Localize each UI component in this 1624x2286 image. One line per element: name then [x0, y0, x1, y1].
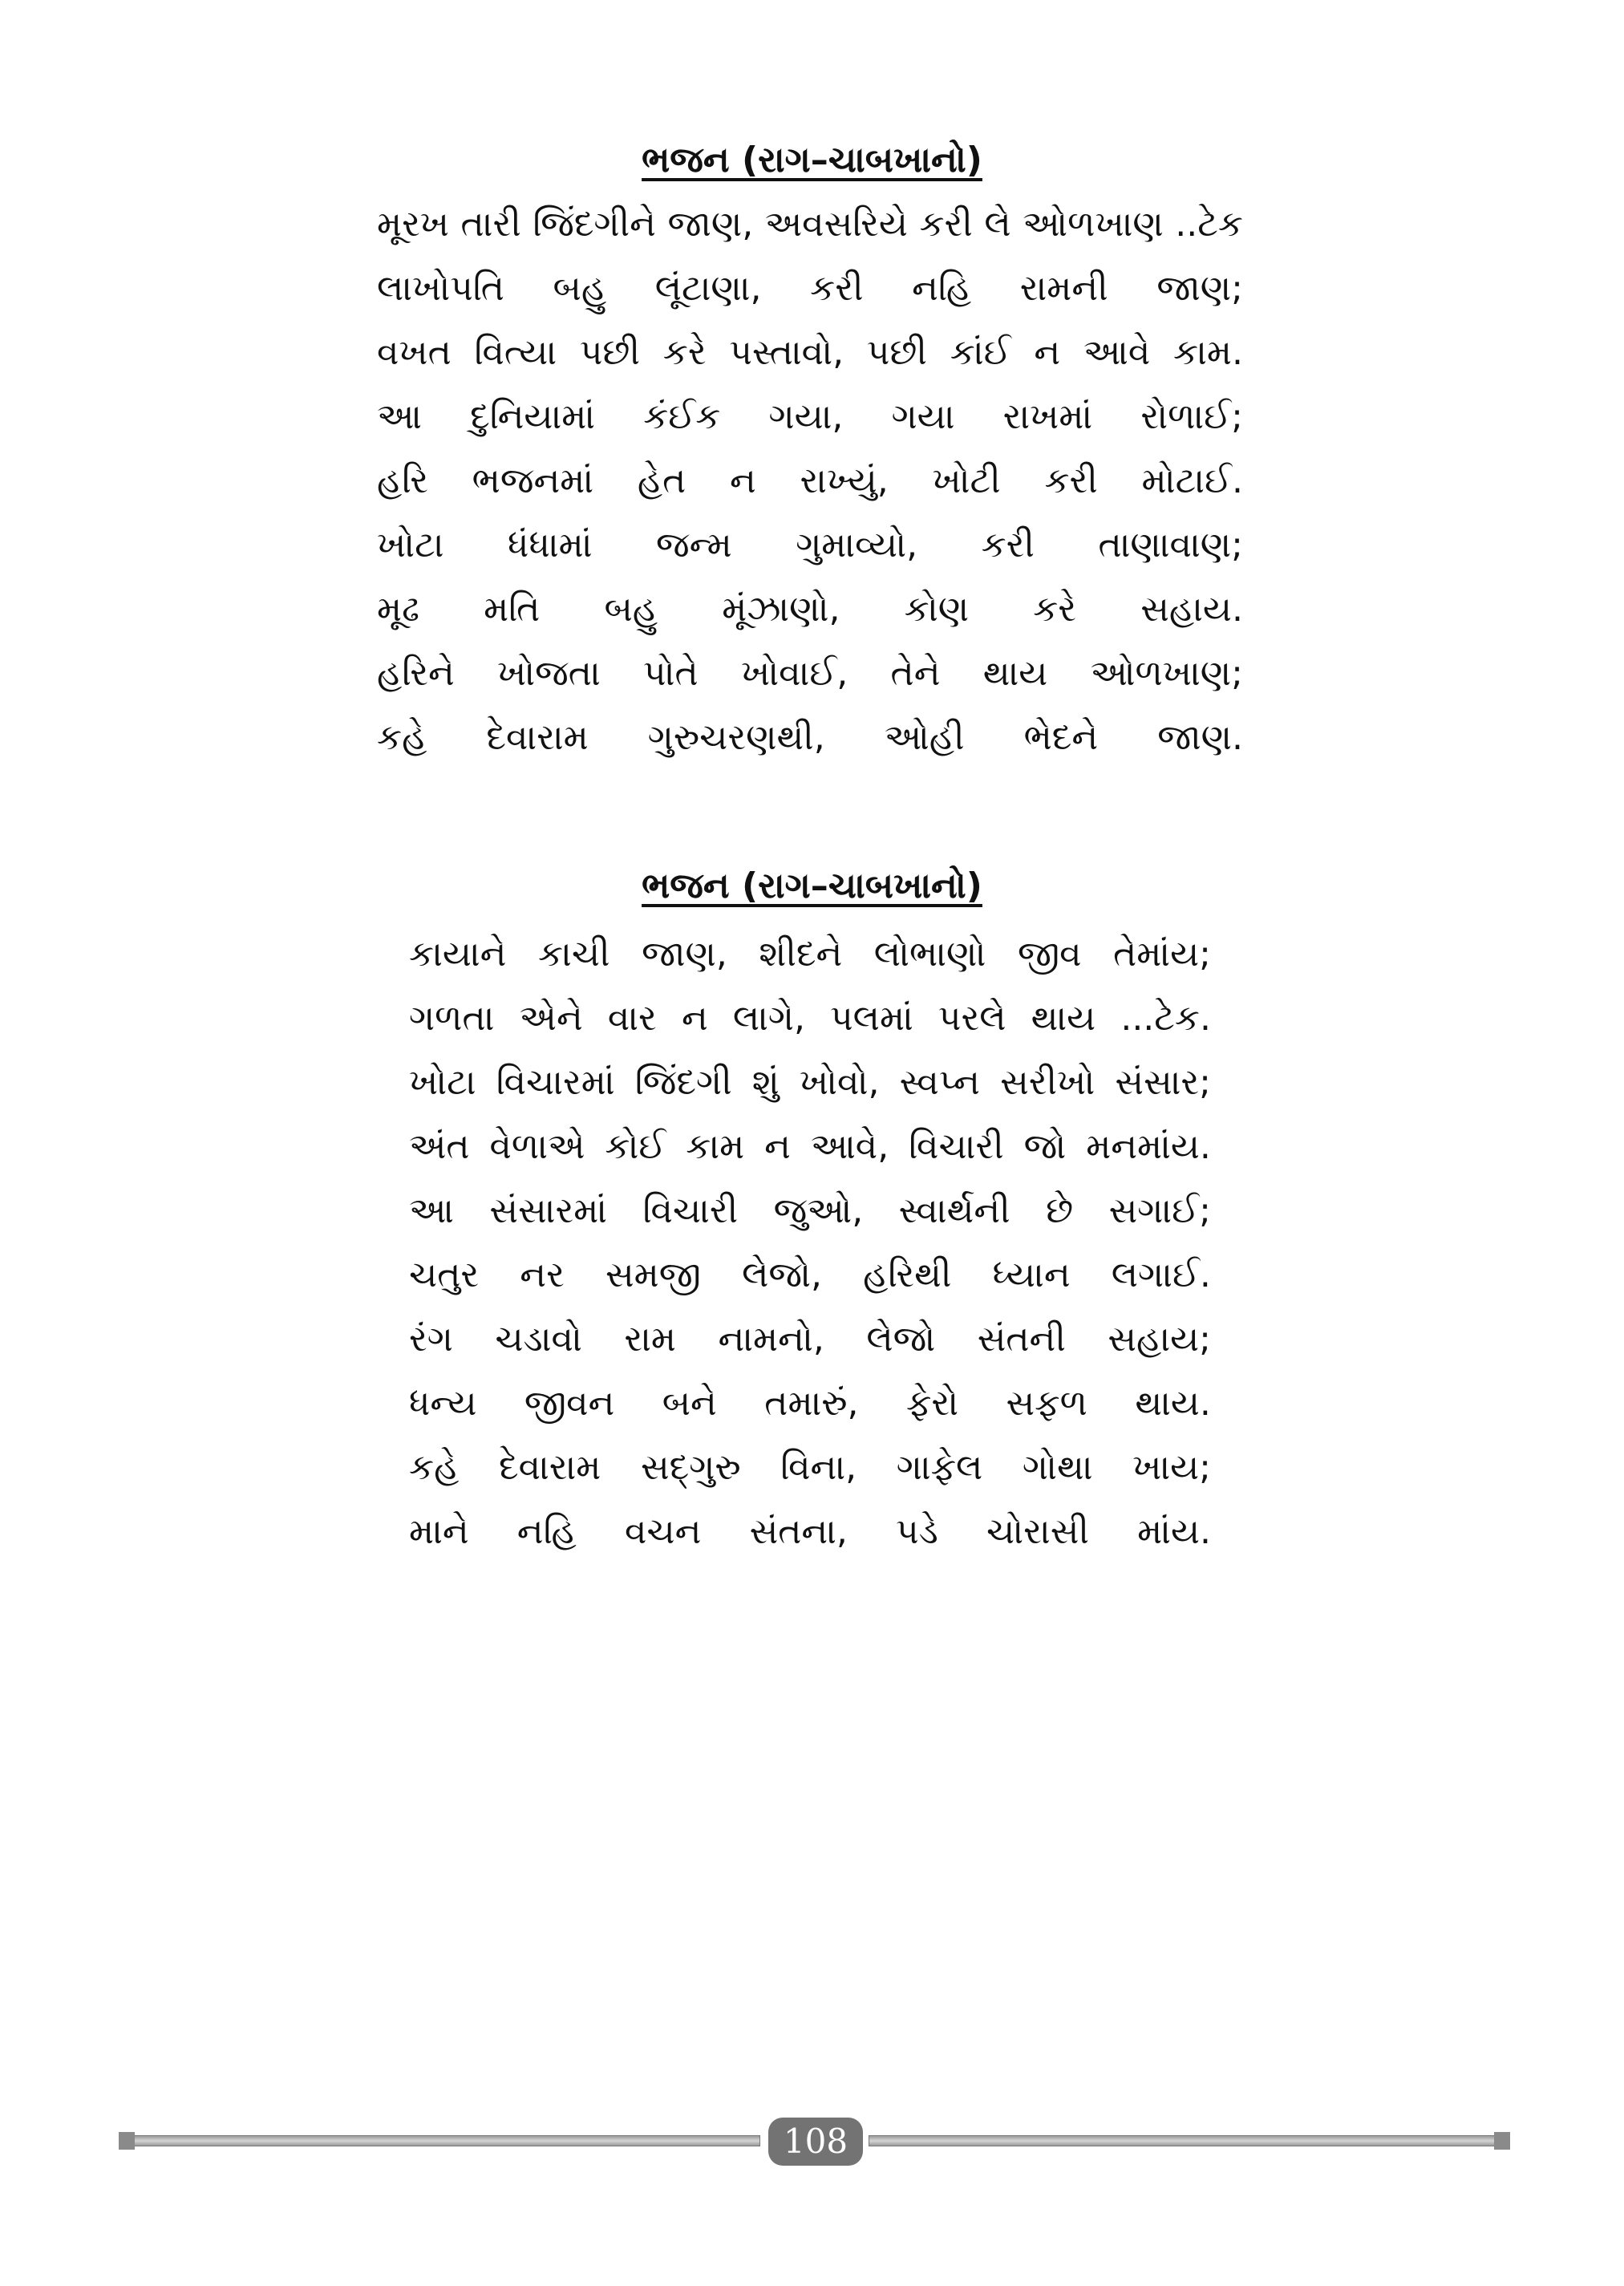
poem-2-title: ભજન (રાગ–ચાબખાનો)	[642, 865, 982, 906]
poem-2-line-9: કહે દેવારામ સદ્‌ગુરુ વિના, ગાફેલ ગોથા ખાય;	[409, 1447, 1211, 1488]
poem-1-line-7: મૂઢ મતિ બહુ મૂંઝાણો, કોણ કરે સહાય.	[377, 589, 1243, 630]
page-number: 108	[768, 2118, 863, 2166]
poem-2-line-5: આ સંસારમાં વિચારી જુઓ, સ્વાર્થની છે સગાઈ;	[409, 1190, 1211, 1231]
footer-rule-left	[119, 2135, 760, 2146]
poem-1-line-6: ખોટા ધંધામાં જન્મ ગુમાવ્યો, કરી તાણાવાણ;	[377, 525, 1243, 565]
footer-rule-cap-right	[1494, 2132, 1510, 2150]
poem-2-line-4: અંત વેળાએ કોઈ કામ ન આવે, વિચારી જો મનમાંય.	[409, 1126, 1211, 1167]
poem-1-line-1: મૂરખ તારી જિંદગીને જાણ, અવસરિયે કરી લે ઓળખાણ ..ટેક	[377, 204, 1243, 245]
poem-1-line-4: આ દુનિયામાં કંઈક ગયા, ગયા રાખમાં રોળાઈ;	[377, 396, 1243, 437]
poem-2-line-2: ગળતા એને વાર ન લાગે, પલમાં પરલે થાય ...ટેક.	[409, 998, 1211, 1039]
footer-rule-cap-left	[119, 2132, 135, 2150]
poem-2-line-6: ચતુર નર સમજી લેજો, હરિથી ધ્યાન લગાઈ.	[409, 1254, 1211, 1295]
poem-2-line-3: ખોટા વિચારમાં જિંદગી શું ખોવો, સ્વપ્ન સરીખો સંસાર;	[409, 1062, 1211, 1103]
poem-1-line-8: હરિને ખોજતા પોતે ખોવાઈ, તેને થાય ઓળખાણ;	[377, 653, 1243, 694]
page-footer	[119, 2110, 1510, 2166]
poem-1-line-3: વખત વિત્યા પછી કરે પસ્તાવો, પછી કાંઈ ન આવે કામ.	[377, 332, 1243, 373]
poem-2-line-7: રંગ ચડાવો રામ નામનો, લેજો સંતની સહાય;	[409, 1319, 1211, 1360]
poem-2-line-8: ધન્ય જીવન બને તમારું, ફેરો સફળ થાય.	[409, 1383, 1211, 1424]
poem-2-line-1: કાયાને કાચી જાણ, શીદને લોભાણો જીવ તેમાંય;	[409, 934, 1211, 975]
poem-1-line-2: લાખોપતિ બહુ લૂંટાણા, કરી નહિ રામની જાણ;	[377, 268, 1243, 309]
poem-1-line-9: કહે દેવારામ ગુરુચરણથી, ઓહી ભેદને જાણ.	[377, 717, 1243, 758]
poem-2-line-10: માને નહિ વચન સંતના, પડે ચોરાસી માંય.	[409, 1511, 1211, 1552]
poem-1-line-5: હરિ ભજનમાં હેત ન રાખ્યું, ખોટી કરી મોટાઈ.	[377, 460, 1243, 501]
footer-rule-right	[869, 2135, 1510, 2146]
poem-1-title: ભજન (રાગ–ચાબખાનો)	[642, 140, 982, 180]
